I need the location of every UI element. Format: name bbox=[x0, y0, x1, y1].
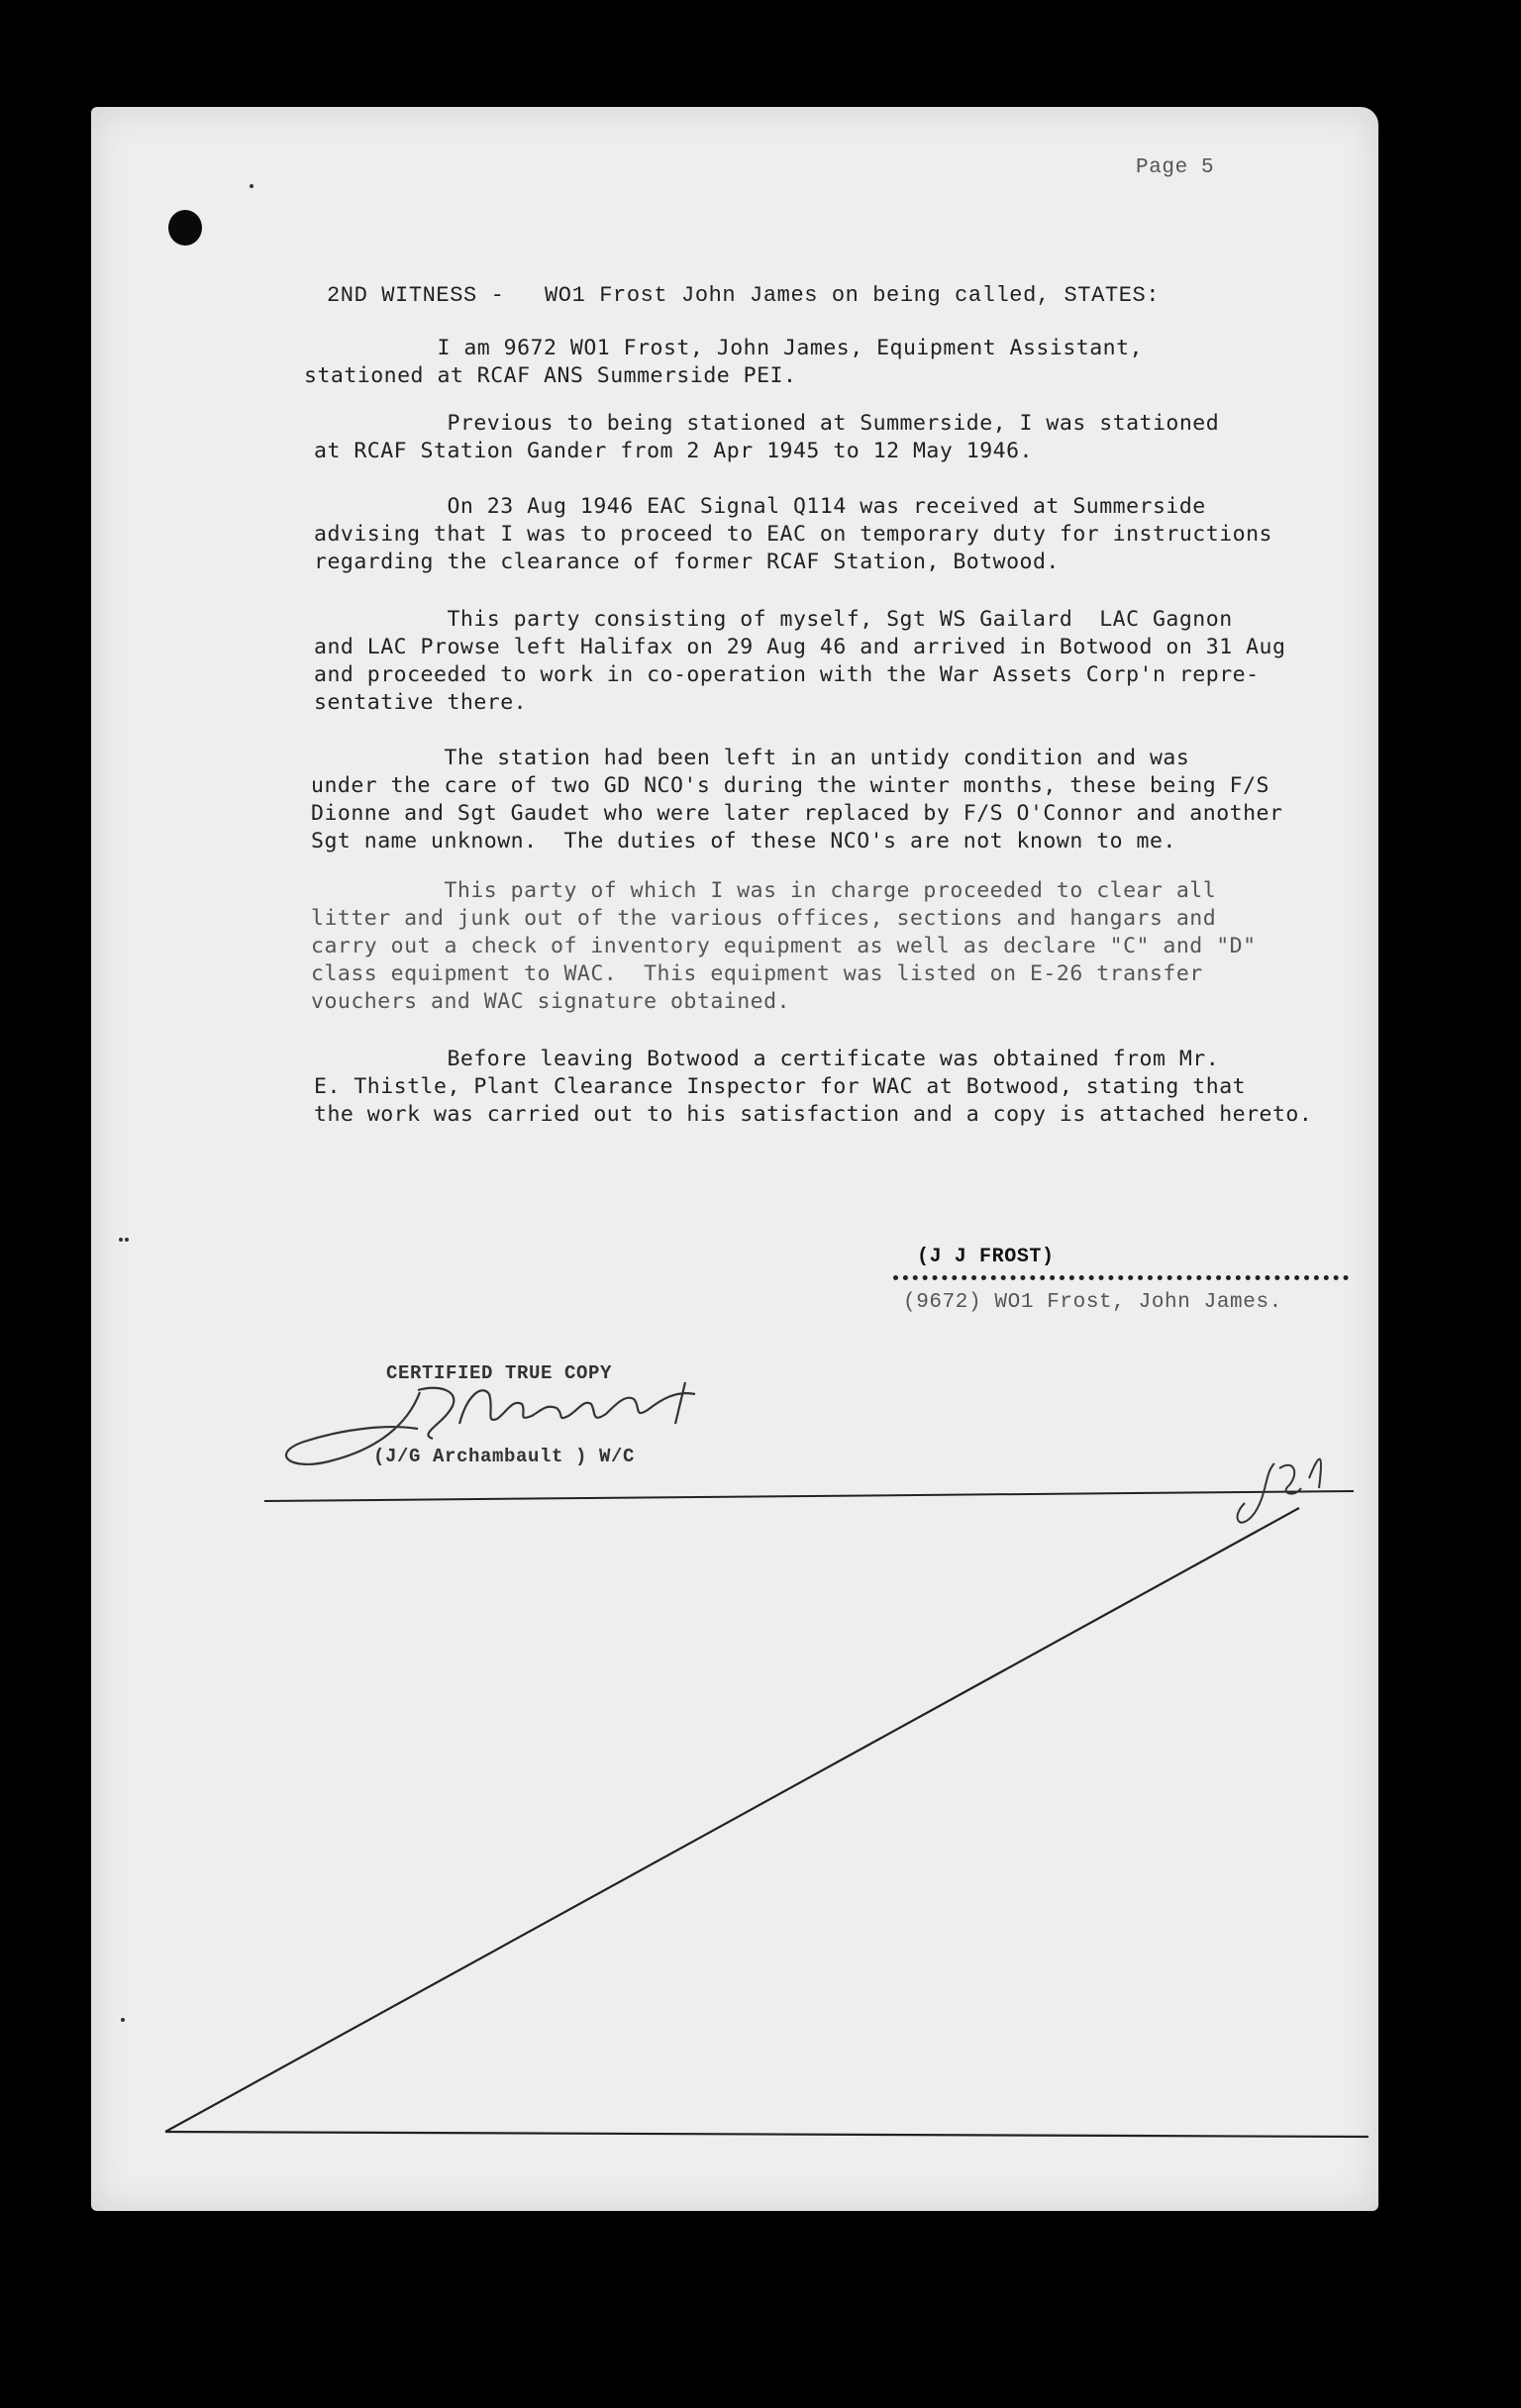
statement-paragraph-7: Before leaving Botwood a certificate was obtained from Mr. E. Thistle, Plant Clearance Inspector for WAC at Botwood, stating that the work was carried out to his satisfaction and a copy is attached hereto. bbox=[314, 1047, 1313, 1127]
rule-line bbox=[264, 1491, 1354, 1501]
page-number: Page 5 bbox=[1136, 156, 1215, 179]
document-page bbox=[91, 107, 1378, 2211]
witness-label: 2ND WITNESS - bbox=[327, 283, 505, 308]
certified-true-copy: CERTIFIED TRUE COPY bbox=[386, 1362, 613, 1384]
statement-paragraph-2: Previous to being stationed at Summerside, I was stationed at RCAF Station Gander from 2 Apr 1945 to 12 May 1946. bbox=[314, 411, 1220, 463]
certifier-name: (J/G Archambault ) W/C bbox=[373, 1446, 636, 1467]
statement-paragraph-3: On 23 Aug 1946 EAC Signal Q114 was received at Summerside advising that I was to proceed to EAC on temporary duty for instructions regarding the clearance of former RCAF Station, Botwood. bbox=[314, 494, 1272, 574]
witness-heading: WO1 Frost John James on being called, STATES: bbox=[545, 283, 1161, 308]
annotation-lines bbox=[91, 107, 1378, 2211]
signature-name: (J J FROST) bbox=[917, 1246, 1055, 1268]
statement-paragraph-6: This party of which I was in charge proceeded to clear all litter and junk out of the various offices, sections and hangars and carry out a check of inventory equipment as well as declare "C" and "D" class equipment to WAC. This equipment was listed on E-26 transfer vouchers and WAC signature obtained. bbox=[311, 878, 1257, 1014]
cancellation-baseline bbox=[165, 2132, 1369, 2137]
cancellation-diagonal bbox=[165, 1508, 1299, 2132]
statement-paragraph-4: This party consisting of myself, Sgt WS Gailard LAC Gagnon and LAC Prowse left Halifax on 29 Aug 46 and arrived in Botwood on 31 Aug and proceeded to work in co-operation with the War Assets Corp'n repre- sentative there. bbox=[314, 607, 1286, 715]
statement-paragraph-1: I am 9672 WO1 Frost, John James, Equipment Assistant, stationed at RCAF ANS Summerside PEI. bbox=[304, 336, 1143, 388]
signature-identity: (9672) WO1 Frost, John James. bbox=[903, 1291, 1282, 1314]
handwritten-signature bbox=[286, 1382, 695, 1464]
statement-paragraph-5: The station had been left in an untidy condition and was under the care of two GD NCO's during the winter months, these being F/S Dionne and Sgt Gaudet who were later replaced by F/S O'Connor and another Sgt name unknown. The duties of these NCO's are not known to me. bbox=[311, 746, 1283, 853]
